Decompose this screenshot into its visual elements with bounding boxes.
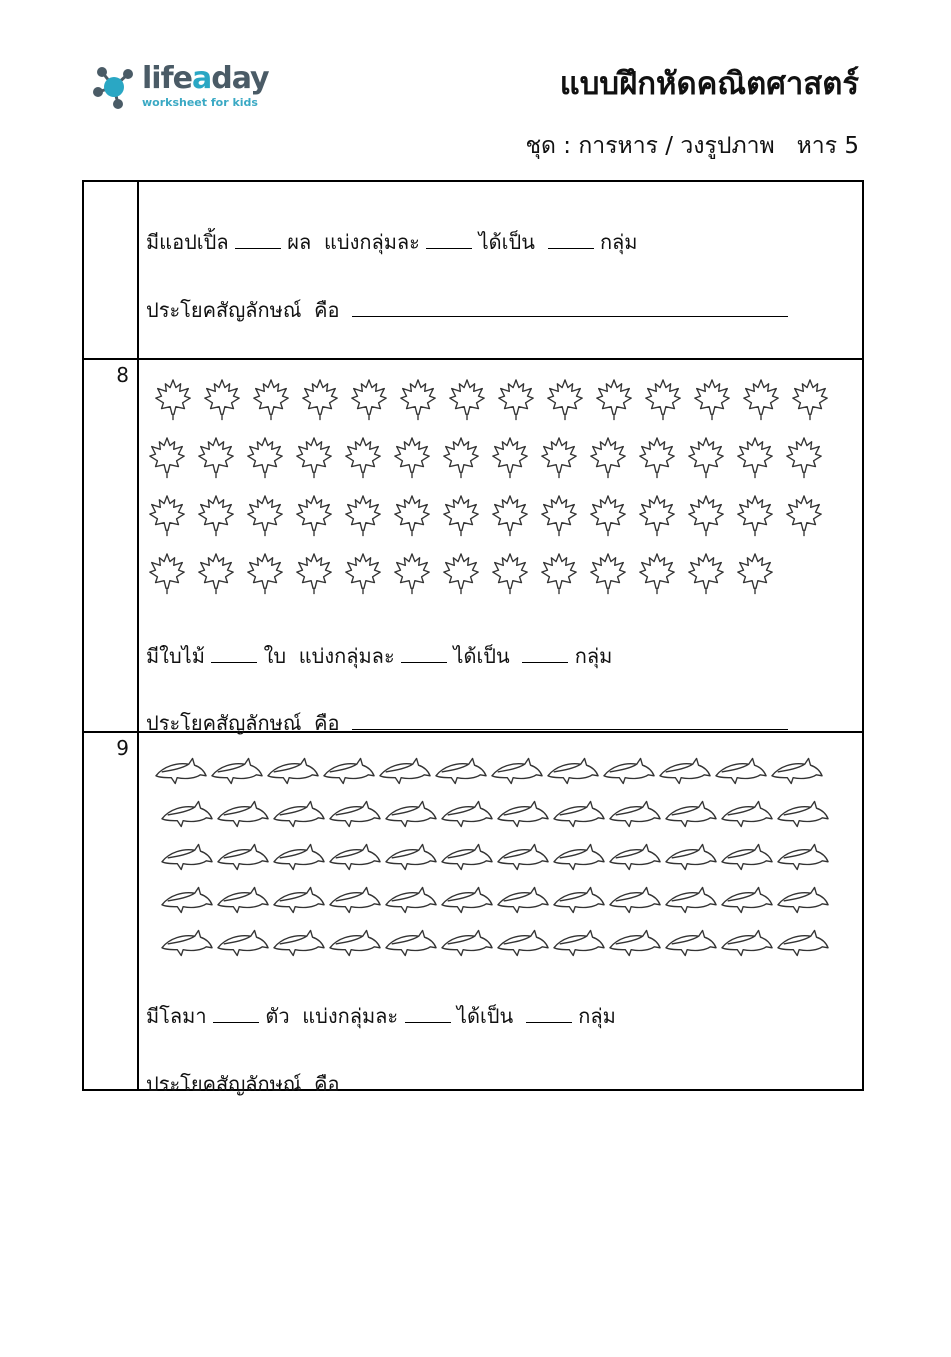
dolphin-icon bbox=[776, 797, 830, 829]
maple-leaf-icon bbox=[538, 494, 580, 538]
maple-leaf-icon bbox=[734, 494, 776, 538]
dolphin-icon bbox=[328, 797, 382, 829]
dolphin-icon bbox=[552, 797, 606, 829]
dolphin-icon bbox=[440, 883, 494, 915]
maple-leaf-icon bbox=[440, 436, 482, 480]
dolphin-icon bbox=[216, 883, 270, 915]
dolphin-icon bbox=[496, 840, 550, 872]
dolphin-icon bbox=[266, 754, 320, 786]
maple-leaf-icon bbox=[201, 378, 243, 422]
maple-leaf-icon bbox=[685, 494, 727, 538]
dolphin-icon bbox=[720, 840, 774, 872]
molecule-logo-icon bbox=[90, 62, 138, 112]
maple-leaf-icon bbox=[636, 552, 678, 596]
answer-blank[interactable] bbox=[235, 230, 281, 249]
maple-leaf-icon bbox=[146, 494, 188, 538]
dolphin-icon bbox=[328, 883, 382, 915]
maple-leaf-icon bbox=[489, 436, 531, 480]
maple-leaf-icon bbox=[538, 552, 580, 596]
dolphin-icon bbox=[160, 840, 214, 872]
maple-leaf-icon bbox=[734, 436, 776, 480]
dolphin-icon bbox=[160, 797, 214, 829]
dolphin-icon bbox=[440, 840, 494, 872]
maple-leaf-icon bbox=[146, 552, 188, 596]
equation-blank[interactable] bbox=[352, 1072, 788, 1091]
answer-blank[interactable] bbox=[526, 1004, 572, 1023]
dolphin-icon bbox=[154, 754, 208, 786]
problem-number: 9 bbox=[116, 736, 129, 760]
dolphin-icon bbox=[210, 754, 264, 786]
dolphin-icon bbox=[664, 883, 718, 915]
dolphin-icon bbox=[664, 926, 718, 958]
dolphin-icon bbox=[378, 754, 432, 786]
maple-leaf-icon bbox=[544, 378, 586, 422]
maple-leaf-icon bbox=[152, 378, 194, 422]
dolphin-icon bbox=[434, 754, 488, 786]
dolphin-icon bbox=[776, 840, 830, 872]
dolphin-icon bbox=[272, 883, 326, 915]
maple-leaf-icon bbox=[293, 494, 335, 538]
dolphin-icon bbox=[714, 754, 768, 786]
maple-leaf-icon bbox=[244, 436, 286, 480]
maple-leaf-icon bbox=[489, 552, 531, 596]
maple-leaf-icon bbox=[342, 494, 384, 538]
maple-leaf-icon bbox=[489, 494, 531, 538]
dolphin-icon bbox=[328, 840, 382, 872]
maple-leaf-icon bbox=[446, 378, 488, 422]
dolphin-icon bbox=[216, 926, 270, 958]
maple-leaf-icon bbox=[391, 436, 433, 480]
dolphin-icon bbox=[720, 883, 774, 915]
maple-leaf-icon bbox=[299, 378, 341, 422]
dolphin-icon bbox=[216, 840, 270, 872]
equation-line: ประโยคสัญลักษณ์ คือ bbox=[146, 294, 788, 326]
maple-leaf-icon bbox=[587, 436, 629, 480]
logo-wordmark: lifeaday bbox=[142, 61, 269, 96]
dolphin-icon bbox=[322, 754, 376, 786]
dolphin-icon bbox=[664, 797, 718, 829]
maple-leaf-icon bbox=[440, 494, 482, 538]
dolphin-icon bbox=[664, 840, 718, 872]
dolphin-icon bbox=[328, 926, 382, 958]
maple-leaf-icon bbox=[789, 378, 831, 422]
dolphin-icon bbox=[384, 883, 438, 915]
page-subtitle: ชุด : การหาร / วงรูปภาพ หาร 5 bbox=[525, 133, 859, 159]
maple-leaf-icon bbox=[342, 436, 384, 480]
dolphin-icon bbox=[384, 926, 438, 958]
question-line: มีโลมา ตัว แบ่งกลุ่มละ ได้เป็น กลุ่ม bbox=[146, 1004, 616, 1028]
maple-leaf-icon bbox=[293, 552, 335, 596]
maple-leaf-icon bbox=[734, 552, 776, 596]
dolphin-icon bbox=[608, 926, 662, 958]
maple-leaf-icon bbox=[195, 436, 237, 480]
maple-leaf-icon bbox=[636, 494, 678, 538]
question-line: มีแอปเปิ้ล ผล แบ่งกลุ่มละ ได้เป็น กลุ่ม bbox=[146, 230, 638, 254]
dolphin-icon bbox=[608, 797, 662, 829]
dolphin-icon bbox=[440, 797, 494, 829]
dolphin-icon bbox=[552, 840, 606, 872]
answer-blank[interactable] bbox=[548, 230, 594, 249]
maple-leaf-icon bbox=[587, 494, 629, 538]
maple-leaf-icon bbox=[685, 436, 727, 480]
answer-blank[interactable] bbox=[426, 230, 472, 249]
maple-leaf-icon bbox=[783, 436, 825, 480]
dolphin-icon bbox=[272, 926, 326, 958]
dolphin-icon bbox=[720, 926, 774, 958]
answer-blank[interactable] bbox=[401, 644, 447, 663]
maple-leaf-icon bbox=[642, 378, 684, 422]
logo bbox=[90, 62, 280, 114]
maple-leaf-icon bbox=[391, 494, 433, 538]
dolphin-icon bbox=[608, 840, 662, 872]
equation-blank[interactable] bbox=[352, 711, 788, 730]
maple-leaf-icon bbox=[244, 552, 286, 596]
dolphin-icon bbox=[496, 797, 550, 829]
dolphin-icon bbox=[770, 754, 824, 786]
maple-leaf-icon bbox=[244, 494, 286, 538]
dolphin-icon bbox=[546, 754, 600, 786]
dolphin-icon bbox=[496, 926, 550, 958]
worksheet-table bbox=[82, 180, 864, 1096]
dolphin-icon bbox=[160, 883, 214, 915]
dolphin-icon bbox=[216, 797, 270, 829]
problem-number: 8 bbox=[116, 363, 129, 387]
maple-leaf-icon bbox=[195, 494, 237, 538]
dolphin-icon bbox=[776, 883, 830, 915]
dolphin-icon bbox=[720, 797, 774, 829]
maple-leaf-icon bbox=[348, 378, 390, 422]
dolphin-icon bbox=[272, 840, 326, 872]
maple-leaf-icon bbox=[587, 552, 629, 596]
dolphin-icon bbox=[552, 883, 606, 915]
maple-leaf-icon bbox=[391, 552, 433, 596]
page-title: แบบฝึกหัดคณิตศาสตร์ bbox=[559, 66, 859, 102]
maple-leaf-icon bbox=[195, 552, 237, 596]
maple-leaf-icon bbox=[636, 436, 678, 480]
answer-blank[interactable] bbox=[211, 644, 257, 663]
dolphin-icon bbox=[272, 797, 326, 829]
logo-tagline: worksheet for kids bbox=[142, 96, 258, 109]
equation-blank[interactable] bbox=[352, 298, 788, 317]
maple-leaf-icon bbox=[250, 378, 292, 422]
dolphin-icon bbox=[552, 926, 606, 958]
maple-leaf-icon bbox=[691, 378, 733, 422]
maple-leaf-icon bbox=[783, 494, 825, 538]
answer-blank[interactable] bbox=[522, 644, 568, 663]
dolphin-icon bbox=[490, 754, 544, 786]
dolphin-icon bbox=[440, 926, 494, 958]
dolphin-icon bbox=[658, 754, 712, 786]
dolphin-icon bbox=[384, 840, 438, 872]
dolphin-icon bbox=[160, 926, 214, 958]
maple-leaf-icon bbox=[342, 552, 384, 596]
maple-leaf-icon bbox=[740, 378, 782, 422]
dolphin-icon bbox=[776, 926, 830, 958]
answer-blank[interactable] bbox=[213, 1004, 259, 1023]
maple-leaf-icon bbox=[685, 552, 727, 596]
dolphin-icon bbox=[608, 883, 662, 915]
maple-leaf-icon bbox=[593, 378, 635, 422]
maple-leaf-icon bbox=[397, 378, 439, 422]
maple-leaf-icon bbox=[495, 378, 537, 422]
maple-leaf-icon bbox=[146, 436, 188, 480]
dolphin-icon bbox=[384, 797, 438, 829]
number-column-divider bbox=[137, 182, 139, 1089]
equation-line: ประโยคสัญลักษณ์ คือ bbox=[146, 1068, 788, 1100]
question-line: มีใบไม้ ใบ แบ่งกลุ่มละ ได้เป็น กลุ่ม bbox=[146, 644, 613, 668]
dolphin-icon bbox=[602, 754, 656, 786]
equation-line: ประโยคสัญลักษณ์ คือ bbox=[146, 707, 788, 739]
maple-leaf-icon bbox=[440, 552, 482, 596]
row-divider bbox=[84, 358, 862, 360]
answer-blank[interactable] bbox=[405, 1004, 451, 1023]
dolphin-icon bbox=[496, 883, 550, 915]
maple-leaf-icon bbox=[538, 436, 580, 480]
maple-leaf-icon bbox=[293, 436, 335, 480]
